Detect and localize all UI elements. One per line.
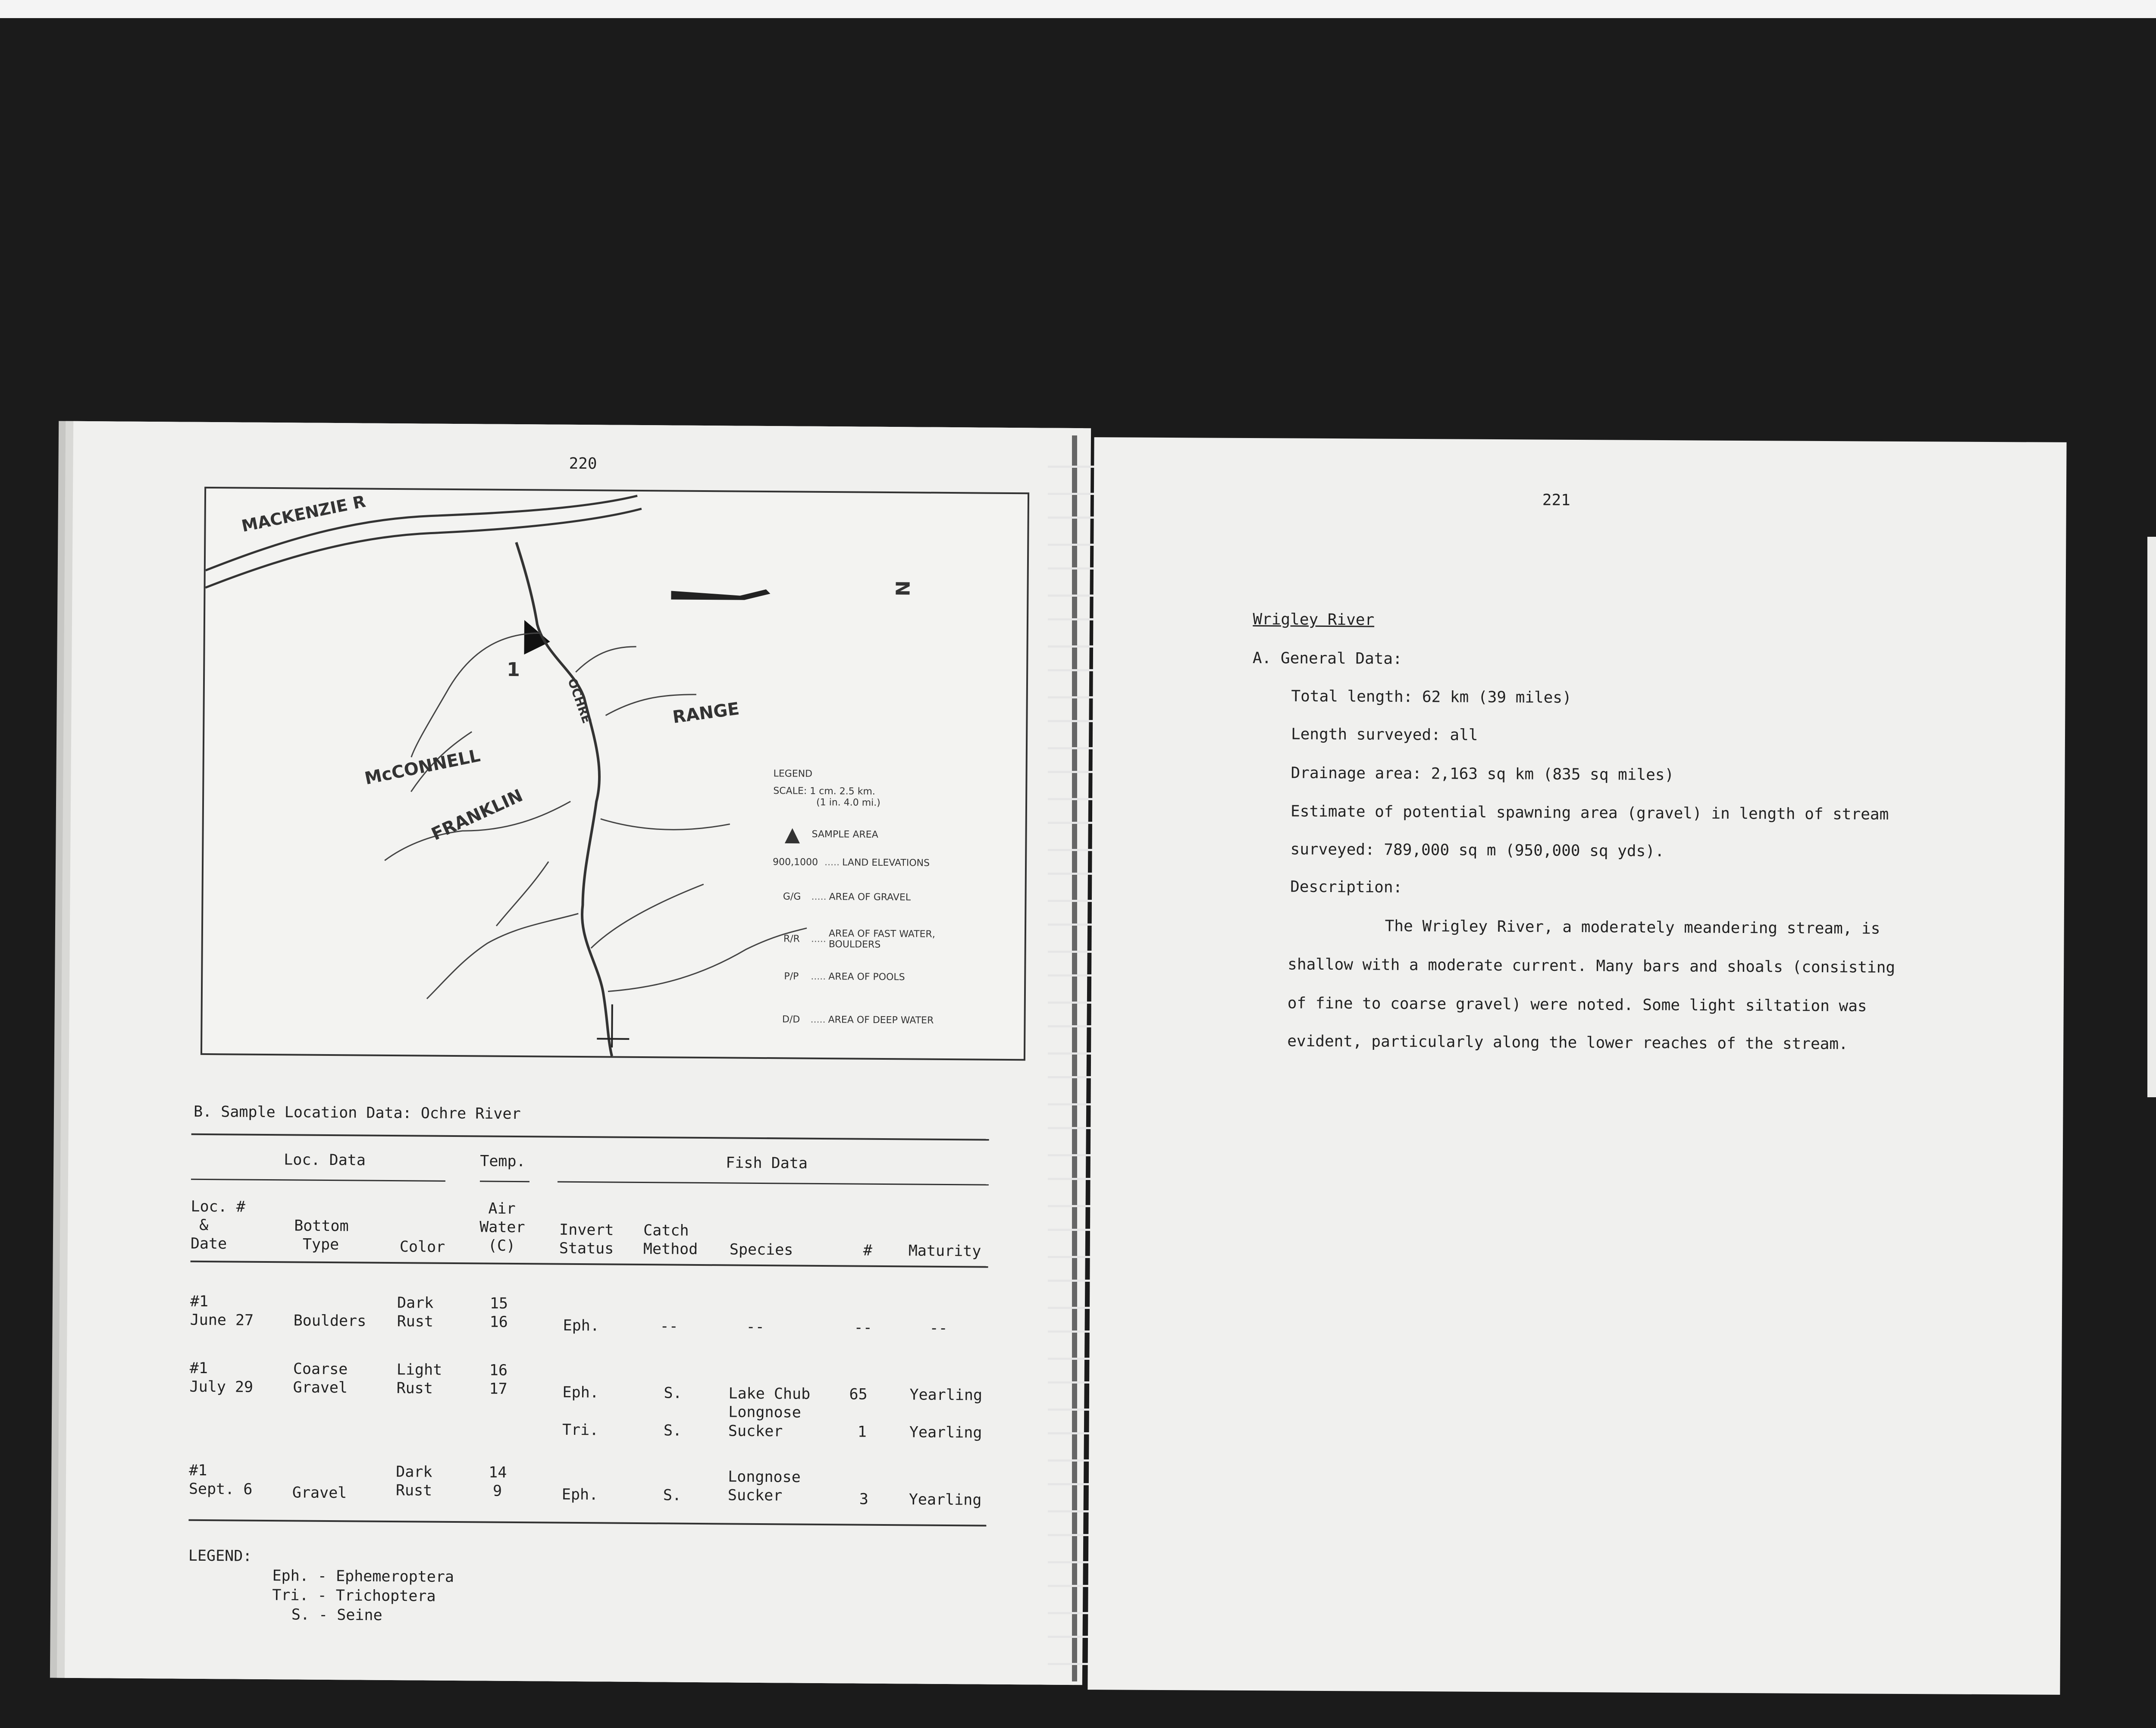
col-temp-line2: Water: [479, 1218, 525, 1237]
leader-dots: .....: [824, 857, 840, 868]
group-rule-loc: [191, 1179, 445, 1182]
cell-invert: Tri.: [562, 1421, 599, 1439]
cell-catch: S.: [663, 1487, 682, 1504]
table-legend-item: S. - Seine: [291, 1606, 382, 1624]
group-rule-temp: [480, 1180, 530, 1182]
header-bottom-rule: [191, 1261, 988, 1268]
col-loc-line3: Date: [190, 1235, 227, 1253]
cell-count: 65: [849, 1386, 868, 1403]
section-a-heading: A. General Data:: [1252, 649, 1402, 668]
north-arrow-icon: [671, 589, 770, 600]
col-invert-line2: Status: [559, 1240, 614, 1258]
cell-color: Rust: [397, 1313, 434, 1330]
fast-water-symbol-icon: R/R: [783, 933, 800, 945]
right-page: [1087, 437, 2066, 1695]
leader-dots: .....: [811, 933, 826, 945]
tributary-8: [496, 861, 548, 927]
data-line: Drainage area: 2,163 sq km (835 sq miles): [1291, 764, 1674, 784]
cell-color: Dark: [397, 1294, 434, 1312]
cell-air-temp: 16: [489, 1362, 508, 1379]
cell-bottom: Gravel: [293, 1379, 348, 1397]
group-header-temp: Temp.: [480, 1152, 526, 1171]
legend-row-gravel: [772, 891, 911, 903]
col-bottom-line2: Type: [302, 1236, 339, 1254]
cell-invert: Eph.: [563, 1317, 600, 1335]
group-header-loc: Loc. Data: [284, 1151, 366, 1169]
cell-date: Sept. 6: [188, 1480, 253, 1498]
col-bottom-line1: Bottom: [294, 1217, 349, 1235]
cell-species: Sucker: [727, 1487, 783, 1505]
map-scale-line2: (1 in. 4.0 mi.): [816, 797, 881, 808]
cell-catch: S.: [663, 1422, 682, 1440]
table-bottom-rule: [188, 1519, 986, 1527]
cell-invert: Eph.: [562, 1384, 599, 1402]
group-header-fish: Fish Data: [726, 1154, 808, 1172]
data-line: Estimate of potential spawning area (gravel) in length of stream: [1290, 802, 1889, 823]
cell-maturity: Yearling: [909, 1491, 982, 1509]
cell-air-temp: 14: [489, 1464, 507, 1481]
cell-color: Rust: [395, 1482, 432, 1499]
description-line: shallow with a moderate current. Many bars and shoals (consisting: [1288, 955, 1896, 977]
cell-color: Rust: [396, 1380, 433, 1397]
sample-area-symbol-icon: ▲: [784, 822, 800, 846]
legend-label-elevations: LAND ELEVATIONS: [842, 857, 930, 869]
cell-catch: --: [660, 1318, 678, 1335]
left-page: [65, 421, 1091, 1685]
table-legend-item: Tri. - Trichoptera: [272, 1587, 436, 1605]
legend-row-elevations: [773, 857, 930, 869]
cell-color: Dark: [396, 1463, 432, 1481]
col-catch-line1: Catch: [643, 1222, 689, 1240]
col-loc-line1: Loc. #: [191, 1198, 246, 1216]
ochre-river-map: [201, 487, 1029, 1061]
cell-loc: #1: [190, 1293, 209, 1311]
cell-water-temp: 17: [489, 1380, 508, 1398]
cell-maturity: Yearling: [909, 1424, 982, 1442]
col-loc-line2: &: [199, 1216, 209, 1234]
cell-count: 1: [857, 1423, 867, 1441]
label-range: RANGE: [671, 698, 741, 728]
group-rule-fish: [558, 1181, 989, 1186]
deep-water-symbol-icon: D/D: [782, 1014, 800, 1025]
page-number-right: 221: [1542, 491, 1571, 509]
data-line: surveyed: 789,000 sq m (950,000 sq yds).: [1290, 840, 1664, 861]
data-line: Description:: [1290, 878, 1403, 896]
cell-bottom: Boulders: [293, 1312, 367, 1330]
legend-label-sample-area: SAMPLE AREA: [812, 829, 878, 840]
cell-date: June 27: [190, 1311, 254, 1329]
col-temp-line1: Air: [488, 1200, 516, 1218]
cell-date: July 29: [189, 1378, 254, 1396]
archive-reference-card: [2147, 537, 2156, 1097]
section-title: Wrigley River: [1253, 610, 1375, 629]
description-line: The Wrigley River, a moderately meandering stream, is: [1385, 917, 1880, 938]
col-species: Species: [729, 1241, 793, 1259]
tributary-3: [427, 913, 578, 1000]
ochre-river: [513, 542, 615, 1056]
tributary-5: [601, 819, 730, 830]
section-b-heading: B. Sample Location Data: Ochre River: [193, 1103, 521, 1123]
cell-loc: #1: [189, 1462, 207, 1480]
table-top-rule: [191, 1133, 989, 1141]
leader-dots: .....: [811, 891, 827, 903]
map-legend-title: LEGEND: [773, 768, 813, 779]
tributary-1: [411, 632, 542, 758]
label-ochre: OCHRE: [565, 676, 594, 726]
col-count: #: [863, 1242, 873, 1259]
cell-maturity: --: [929, 1319, 948, 1337]
description-line: evident, particularly along the lower reaches of the stream.: [1287, 1032, 1848, 1053]
label-mcconnell: McCONNELL: [363, 745, 482, 789]
map-scale-line1: SCALE: 1 cm. 2.5 km.: [773, 786, 875, 797]
page-number-left: 220: [569, 454, 597, 473]
cell-maturity: Yearling: [909, 1386, 983, 1404]
cell-species: Lake Chub: [728, 1385, 811, 1403]
data-line: Length surveyed: all: [1291, 725, 1478, 744]
legend-label-pools: AREA OF POOLS: [828, 971, 905, 983]
col-catch-line2: Method: [643, 1240, 698, 1258]
cell-species: Sucker: [728, 1422, 783, 1440]
legend-label-deep-water: AREA OF DEEP WATER: [828, 1014, 934, 1026]
data-line: Total length: 62 km (39 miles): [1291, 687, 1572, 707]
cell-count: 3: [859, 1490, 869, 1508]
col-invert-line1: Invert: [559, 1221, 614, 1239]
col-maturity: Maturity: [908, 1242, 981, 1260]
pools-symbol-icon: P/P: [784, 971, 799, 982]
legend-row-sample-area: [773, 822, 878, 846]
description-line: of fine to coarse gravel) were noted. Some light siltation was: [1287, 994, 1867, 1015]
col-color: Color: [399, 1238, 445, 1256]
table-legend-item: Eph. - Ephemeroptera: [272, 1567, 454, 1586]
cell-species: Longnose: [728, 1403, 801, 1421]
label-franklin: FRANKLIN: [428, 786, 526, 845]
tributary-7: [591, 883, 704, 949]
tributary-10: [576, 646, 636, 673]
cell-water-temp: 9: [492, 1482, 502, 1500]
legend-label-fast-water: AREA OF FAST WATER, BOULDERS: [828, 928, 935, 950]
cell-bottom: Coarse: [293, 1360, 348, 1378]
label-site-number: 1: [507, 658, 520, 681]
north-label: N: [892, 580, 915, 597]
legend-row-pools: [772, 971, 905, 983]
elevation-symbol: 900,1000: [773, 857, 818, 868]
table-legend-title: LEGEND:: [188, 1547, 252, 1565]
cell-air-temp: 15: [489, 1295, 508, 1312]
cell-loc: #1: [189, 1359, 208, 1377]
legend-label-gravel: AREA OF GRAVEL: [829, 892, 911, 903]
legend-row-fast-water: [772, 928, 975, 951]
cell-catch: S.: [664, 1384, 682, 1402]
cell-count: --: [854, 1319, 872, 1337]
legend-row-deep-water: [771, 1014, 934, 1026]
cell-bottom: Gravel: [292, 1484, 347, 1502]
label-mackenzie-river: MACKENZIE R: [240, 491, 367, 536]
cell-color: Light: [396, 1361, 442, 1379]
cell-species: Longnose: [728, 1468, 801, 1486]
col-temp-line3: (C): [488, 1237, 516, 1255]
gravel-symbol-icon: G/G: [783, 891, 801, 902]
leader-dots: .....: [810, 1014, 826, 1026]
cell-species: --: [746, 1318, 765, 1336]
top-film-strip: [0, 0, 2156, 18]
cell-water-temp: 16: [489, 1313, 508, 1331]
leader-dots: .....: [811, 971, 826, 983]
cell-invert: Eph.: [561, 1486, 599, 1504]
